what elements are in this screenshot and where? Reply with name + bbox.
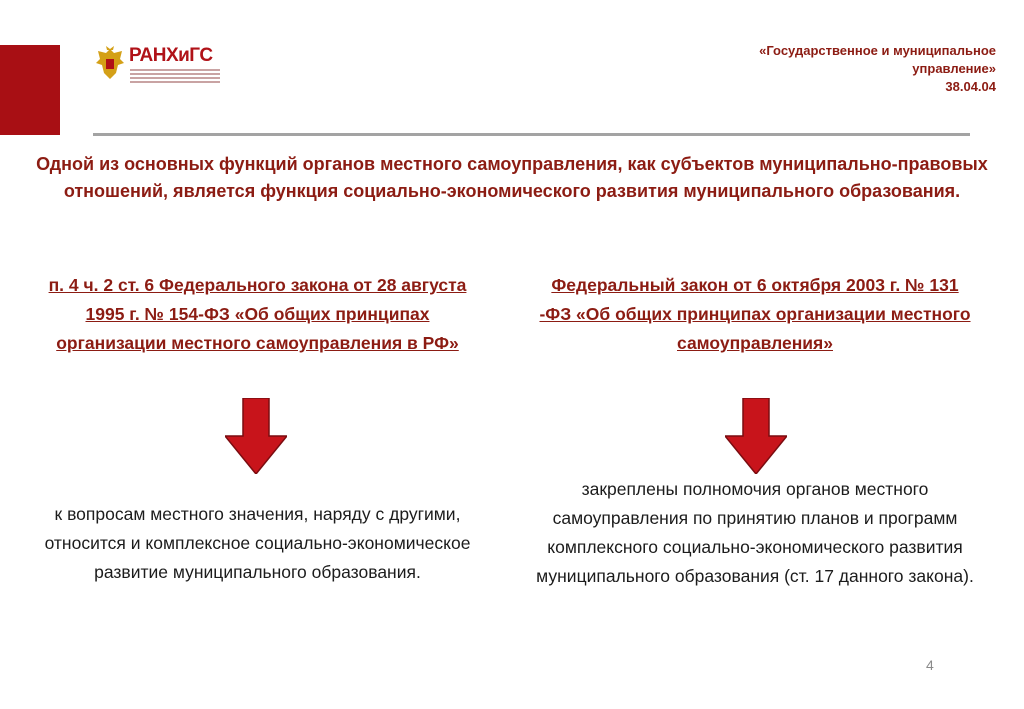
header-divider (93, 133, 970, 136)
ranepa-logo (94, 45, 224, 85)
page-number: 4 (926, 657, 934, 673)
logo-subtitle-lines (130, 69, 220, 85)
program-title-block (696, 42, 996, 96)
program-code: 38.04.04 (945, 79, 996, 94)
program-title: «Государственное и муниципальное управление» (759, 43, 996, 76)
main-statement: Одной из основных функций органов местного самоуправления, как субъектов муниципально-правовых отношений, является функция социально-экономического развития муниципального образования. (36, 154, 988, 201)
red-accent-block (0, 45, 60, 135)
down-arrow-icon (725, 398, 787, 474)
down-arrow-icon (225, 398, 287, 474)
eagle-emblem-icon (94, 45, 126, 83)
left-description: к вопросам местного значения, наряду с другими, относится и комплексное социально-экономическое развитие муниципального образования. (44, 504, 471, 582)
left-law-reference: п. 4 ч. 2 ст. 6 Федерального закона от 28 августа 1995 г. № 154-ФЗ «Об общих принципах организации местного самоуправления в РФ» (48, 275, 467, 353)
right-description: закреплены полномочия органов местного самоуправления по принятию планов и программ комплексного социально-экономического развития муниципального образования (ст. 17 данного закона). (536, 479, 974, 586)
right-law-reference: Федеральный закон от 6 октября 2003 г. № 131 -ФЗ «Об общих принципах организации местного самоуправления» (539, 275, 971, 353)
logo-title: РАНХиГС (129, 45, 213, 66)
